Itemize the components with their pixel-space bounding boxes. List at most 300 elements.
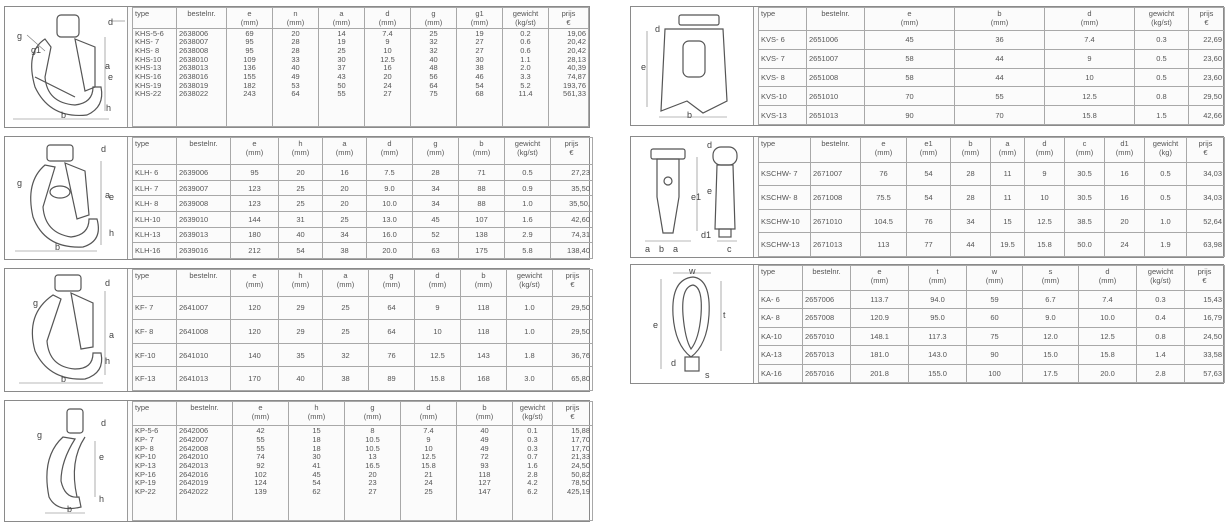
- col-header: e (mm): [227, 8, 273, 29]
- col-header: n (mm): [273, 8, 319, 29]
- table-cell: 25: [279, 196, 323, 212]
- table-cell: 25: [323, 320, 369, 344]
- dim-label-g: g: [33, 298, 39, 308]
- table-cell: 36: [955, 30, 1045, 49]
- table-cell: 42,60: [551, 212, 593, 228]
- col-header: e (mm): [865, 8, 955, 31]
- table-cell: 58: [865, 68, 955, 87]
- table-cell: 25: [323, 296, 369, 320]
- table-row: [759, 309, 1225, 327]
- table-cell: KSCHW-10: [759, 209, 811, 233]
- table-cell: 1.0: [505, 196, 551, 212]
- table-cell: 7.5: [367, 165, 413, 181]
- table-cell: 9.0: [1023, 309, 1079, 327]
- table-cell: 2641007: [177, 296, 231, 320]
- col-header: bestelnr.: [807, 8, 865, 31]
- table-cell: 2657010: [803, 327, 851, 345]
- table-row: [133, 367, 593, 391]
- col-header: bestelnr.: [177, 270, 231, 297]
- col-cells-bestelnr: 2642006 2642007 2642008 2642010 2642013 2642016 2642019 2642022: [177, 426, 233, 521]
- coupler-diagram-kschw: [631, 137, 754, 257]
- dim-label-c: c: [727, 244, 732, 254]
- table-cell: 2657016: [803, 364, 851, 383]
- table-cell: 22,69: [1189, 30, 1225, 49]
- table-cell: 118: [461, 320, 507, 344]
- table-cell: 0.5: [1145, 186, 1187, 210]
- table-cell: KVS-13: [759, 106, 807, 125]
- table-cell: KLH- 8: [133, 196, 177, 212]
- table-cell: 12.5: [1079, 327, 1137, 345]
- table-row: [133, 196, 593, 212]
- table-cell: 15.8: [1045, 106, 1135, 125]
- shortener-diagram-kvs: [631, 7, 754, 125]
- table-cell: 23,60: [1189, 49, 1225, 68]
- table-cell: 123: [231, 196, 279, 212]
- col-header: gewicht (kg): [1145, 138, 1187, 163]
- dim-label-b: b: [55, 242, 61, 252]
- col-header: prijs €: [551, 138, 593, 165]
- table-cell: KSCHW- 8: [759, 186, 811, 210]
- table-cell: 30.5: [1065, 186, 1105, 210]
- dim-label-d: d: [108, 17, 114, 27]
- product-panel-kvs: [630, 6, 1224, 126]
- table-cell: 71: [459, 165, 505, 181]
- col-cells-a: 14 19 25 30 37 43 50 55: [319, 28, 365, 126]
- dim-label-g: g: [17, 178, 23, 188]
- dim-label-s: s: [705, 370, 710, 380]
- col-header: d (mm): [367, 138, 413, 165]
- table-cell: 20: [1105, 209, 1145, 233]
- table-cell: 2.8: [1137, 364, 1185, 383]
- col-header: d (mm): [401, 402, 457, 426]
- col-cells-d: 7.4 9 10 12.5 16 20 24 27: [365, 28, 411, 126]
- table-row: [759, 106, 1225, 125]
- dim-label-e: e: [641, 62, 647, 72]
- table-cell: 20.0: [367, 243, 413, 259]
- table-cell: 15.8: [1025, 233, 1065, 257]
- table-cell: 59: [967, 290, 1023, 308]
- table-cell: 2671007: [811, 162, 861, 186]
- table-cell: KVS-10: [759, 87, 807, 106]
- table-cell: 89: [369, 367, 415, 391]
- col-header: e (mm): [851, 266, 909, 291]
- spec-table-klh: [132, 137, 593, 259]
- table-cell: 29: [279, 296, 323, 320]
- table-cell: 57,63: [1185, 364, 1225, 383]
- col-cells-gewicht: 0.2 0.6 0.6 1.1 2.0 3.3 5.2 11.4: [503, 28, 549, 126]
- table-cell: KVS- 6: [759, 30, 807, 49]
- table-cell: 20: [323, 196, 367, 212]
- table-cell: 7.4: [1045, 30, 1135, 49]
- table-cell: KLH-13: [133, 227, 177, 243]
- table-cell: 60: [967, 309, 1023, 327]
- table-row: [759, 209, 1225, 233]
- table-cell: 23,60: [1189, 68, 1225, 87]
- table-cell: 15.0: [1023, 346, 1079, 364]
- table-cell: 140: [231, 343, 279, 367]
- table-cell: 45: [865, 30, 955, 49]
- table-row: [759, 87, 1225, 106]
- table-cell: 28: [413, 165, 459, 181]
- spec-table-khs: [132, 7, 589, 127]
- table-row: [133, 212, 593, 228]
- table-cell: 120.9: [851, 309, 909, 327]
- table-cell: 100: [967, 364, 1023, 383]
- table-cell: 9.0: [367, 180, 413, 196]
- table-cell: 107: [459, 212, 505, 228]
- table-cell: 175: [459, 243, 505, 259]
- table-row: [133, 227, 593, 243]
- table-row: [759, 30, 1225, 49]
- table-cell: 12.5: [1025, 209, 1065, 233]
- table-row: [759, 327, 1225, 345]
- table-cell: 76: [369, 343, 415, 367]
- col-header: e (mm): [231, 270, 279, 297]
- table-cell: 29: [279, 320, 323, 344]
- col-header: gewicht (kg/st): [1135, 8, 1189, 31]
- table-cell: 0.9: [505, 180, 551, 196]
- table-cell: 2641013: [177, 367, 231, 391]
- col-header: d (mm): [415, 270, 461, 297]
- table-cell: 34: [323, 227, 367, 243]
- dim-label-h: h: [105, 356, 111, 366]
- table-cell: 20: [323, 180, 367, 196]
- table-cell: 1.6: [505, 212, 551, 228]
- col-header: t (mm): [909, 266, 967, 291]
- col-header: d (mm): [1025, 138, 1065, 163]
- table-cell: 2639006: [177, 165, 231, 181]
- table-cell: 181.0: [851, 346, 909, 364]
- table-cell: 1.8: [507, 343, 553, 367]
- table-cell: 29,50: [553, 296, 593, 320]
- table-cell: 35,50,: [551, 196, 593, 212]
- col-header: type: [133, 138, 177, 165]
- table-cell: 54: [279, 243, 323, 259]
- table-cell: 34: [413, 180, 459, 196]
- table-cell: KSCHW- 7: [759, 162, 811, 186]
- table-cell: 44: [955, 68, 1045, 87]
- table-cell: 28: [951, 186, 991, 210]
- kp-hook-drawing: [5, 401, 127, 521]
- col-header: h (mm): [289, 402, 345, 426]
- table-cell: 2657013: [803, 346, 851, 364]
- col-header: c (mm): [1065, 138, 1105, 163]
- table-cell: 63,98: [1187, 233, 1225, 257]
- spec-table-kschw: [758, 137, 1225, 257]
- table-cell: 24: [1105, 233, 1145, 257]
- table-cell: 2641008: [177, 320, 231, 344]
- table-cell: 120: [231, 320, 279, 344]
- table-cell: 10.0: [367, 196, 413, 212]
- table-cell: 75: [967, 327, 1023, 345]
- table-cell: 168: [461, 367, 507, 391]
- table-row: [759, 290, 1225, 308]
- table-cell: 118: [461, 296, 507, 320]
- table-cell: 52: [413, 227, 459, 243]
- table-cell: 0.5: [1135, 49, 1189, 68]
- table-cell: 50.0: [1065, 233, 1105, 257]
- table-cell: 63: [413, 243, 459, 259]
- table-cell: 76: [861, 162, 907, 186]
- table-row: [759, 162, 1225, 186]
- table-cell: 38: [323, 243, 367, 259]
- table-row: [759, 364, 1225, 383]
- table-cell: KA- 6: [759, 290, 803, 308]
- col-header: bestelnr.: [177, 138, 231, 165]
- table-cell: 15: [991, 209, 1025, 233]
- table-row: [759, 68, 1225, 87]
- col-header: bestelnr.: [177, 8, 227, 29]
- table-cell: 42,66: [1189, 106, 1225, 125]
- table-cell: 40: [279, 227, 323, 243]
- table-cell: 36,76: [553, 343, 593, 367]
- col-cells-g1: 19 27 27 30 38 46 54 68: [457, 28, 503, 126]
- product-panel-klh: [4, 136, 590, 260]
- table-cell: 88: [459, 180, 505, 196]
- table-row: [759, 346, 1225, 364]
- table-cell: KA-16: [759, 364, 803, 383]
- table-cell: 0.4: [1137, 309, 1185, 327]
- col-header: type: [133, 270, 177, 297]
- table-cell: 38.5: [1065, 209, 1105, 233]
- table-cell: 2651007: [807, 49, 865, 68]
- hook-diagram-klh: [5, 137, 128, 259]
- col-header: gewicht (kg/st): [507, 270, 553, 297]
- table-cell: 9: [1025, 162, 1065, 186]
- product-panel-kp: [4, 400, 590, 522]
- product-panel-khs: [4, 6, 590, 128]
- table-cell: 1.5: [1135, 106, 1189, 125]
- dim-label-d: d: [101, 144, 107, 154]
- col-cells-type: KHS-5-6 KHS- 7 KHS- 8 KHS-10 KHS-13 KHS-16 KHS-19 KHS-22: [133, 28, 177, 126]
- col-header: e (mm): [233, 402, 289, 426]
- table-cell: KLH-16: [133, 243, 177, 259]
- dim-label-d: d: [707, 140, 713, 150]
- table-cell: 138: [459, 227, 505, 243]
- col-header: gewicht (kg/st): [505, 138, 551, 165]
- table-cell: 7.4: [1079, 290, 1137, 308]
- col-header: b (mm): [457, 402, 513, 426]
- table-cell: 58: [865, 49, 955, 68]
- col-header: e (mm): [861, 138, 907, 163]
- dim-label-h: h: [99, 494, 105, 504]
- col-header: prijs €: [549, 8, 589, 29]
- table-cell: 64: [369, 320, 415, 344]
- col-header: h (mm): [279, 270, 323, 297]
- col-header: a (mm): [323, 138, 367, 165]
- table-cell: 34,03: [1187, 162, 1225, 186]
- col-header: d (mm): [1045, 8, 1135, 31]
- table-row: [759, 233, 1225, 257]
- table-row: [133, 243, 593, 259]
- table-cell: 25: [279, 180, 323, 196]
- table-cell: 27,23: [551, 165, 593, 181]
- table-cell: 52,64: [1187, 209, 1225, 233]
- col-header: prijs €: [1185, 266, 1225, 291]
- col-cells-type: KP-5-6 KP- 7 KP- 8 KP-10 KP-13 KP-16 KP-19 KP-22: [133, 426, 177, 521]
- table-cell: 35,50: [551, 180, 593, 196]
- table-cell: 34,03: [1187, 186, 1225, 210]
- table-cell: 55: [955, 87, 1045, 106]
- spec-table-kvs: [758, 7, 1225, 125]
- col-cells-prijs: 19,06 20,42 20,42 28,13 40,39 74,87 193,76 561,33: [549, 28, 589, 126]
- table-cell: 15.8: [415, 367, 461, 391]
- table-cell: 0.3: [1137, 290, 1185, 308]
- table-row: [133, 320, 593, 344]
- table-cell: 1.0: [1145, 209, 1187, 233]
- col-header: type: [759, 8, 807, 31]
- dim-label-h: h: [109, 228, 115, 238]
- table-row: [133, 165, 593, 181]
- dim-label-e: e: [108, 72, 114, 82]
- table-cell: KVS- 8: [759, 68, 807, 87]
- spec-table-ka: [758, 265, 1225, 383]
- table-cell: 1.9: [1145, 233, 1187, 257]
- hook-diagram-kf: [5, 269, 128, 391]
- col-header: b (mm): [461, 270, 507, 297]
- table-cell: 13.0: [367, 212, 413, 228]
- table-cell: 54: [907, 162, 951, 186]
- col-header: d (mm): [1079, 266, 1137, 291]
- dim-label-d: d: [655, 24, 661, 34]
- table-cell: 40: [279, 367, 323, 391]
- table-cell: KA- 8: [759, 309, 803, 327]
- col-header: d (mm): [365, 8, 411, 29]
- dim-label-d1: d1: [701, 230, 712, 240]
- table-cell: 10.0: [1079, 309, 1137, 327]
- table-cell: 2639016: [177, 243, 231, 259]
- col-header: a (mm): [319, 8, 365, 29]
- table-cell: 3.0: [507, 367, 553, 391]
- table-cell: 9: [415, 296, 461, 320]
- table-cell: 65,80: [553, 367, 593, 391]
- table-cell: 2657006: [803, 290, 851, 308]
- col-cells-b: 40 49 49 72 93 118 127 147: [457, 426, 513, 521]
- col-header: bestelnr.: [177, 402, 233, 426]
- table-cell: 2639008: [177, 196, 231, 212]
- table-cell: 32: [323, 343, 369, 367]
- col-header: bestelnr.: [803, 266, 851, 291]
- product-panel-kschw: [630, 136, 1224, 258]
- table-cell: 10: [1025, 186, 1065, 210]
- table-cell: 95.0: [909, 309, 967, 327]
- table-cell: 38: [323, 367, 369, 391]
- col-header: d1 (mm): [1105, 138, 1145, 163]
- col-header: e1 (mm): [907, 138, 951, 163]
- col-cells-e: 42 55 55 74 92 102 124 139: [233, 426, 289, 521]
- col-header: e (mm): [231, 138, 279, 165]
- product-panel-kf: [4, 268, 590, 392]
- table-cell: 201.8: [851, 364, 909, 383]
- col-header: b (mm): [951, 138, 991, 163]
- table-cell: 143: [461, 343, 507, 367]
- table-cell: KLH- 7: [133, 180, 177, 196]
- table-cell: 16,79: [1185, 309, 1225, 327]
- table-cell: 143.0: [909, 346, 967, 364]
- table-cell: 180: [231, 227, 279, 243]
- table-cell: 15,43: [1185, 290, 1225, 308]
- table-cell: 24,50: [1185, 327, 1225, 345]
- table-cell: 138,40: [551, 243, 593, 259]
- dim-label-b: b: [67, 504, 73, 514]
- thimble-diagram-ka: [631, 265, 754, 383]
- dim-label-a: a: [673, 244, 679, 254]
- table-cell: 30.5: [1065, 162, 1105, 186]
- table-cell: KF- 7: [133, 296, 177, 320]
- table-cell: 34: [413, 196, 459, 212]
- table-cell: 20: [279, 165, 323, 181]
- table-cell: 2671013: [811, 233, 861, 257]
- col-header: g1 (mm): [457, 8, 503, 29]
- table-cell: 117.3: [909, 327, 967, 345]
- table-cell: 2671008: [811, 186, 861, 210]
- table-cell: 74,31: [551, 227, 593, 243]
- table-cell: 0.3: [1135, 30, 1189, 49]
- dim-label-b: b: [61, 374, 67, 384]
- table-cell: 95: [231, 165, 279, 181]
- hook-diagram-kp: [5, 401, 128, 521]
- table-cell: KF-13: [133, 367, 177, 391]
- table-cell: 0.8: [1137, 327, 1185, 345]
- kvs-drawing: [631, 7, 753, 125]
- col-header: h (mm): [279, 138, 323, 165]
- col-header: b (mm): [955, 8, 1045, 31]
- col-header: prijs €: [1189, 8, 1225, 31]
- col-header: prijs €: [553, 402, 593, 426]
- col-header: w (mm): [967, 266, 1023, 291]
- table-row: [759, 49, 1225, 68]
- table-cell: 25: [323, 212, 367, 228]
- col-header: g (mm): [411, 8, 457, 29]
- table-cell: 34: [951, 209, 991, 233]
- dim-label-a: a: [105, 61, 111, 71]
- table-cell: KA-10: [759, 327, 803, 345]
- table-cell: 2639010: [177, 212, 231, 228]
- dim-label-b: b: [61, 110, 67, 120]
- table-cell: 148.1: [851, 327, 909, 345]
- table-cell: KLH-10: [133, 212, 177, 228]
- table-cell: 90: [865, 106, 955, 125]
- table-cell: 144: [231, 212, 279, 228]
- table-cell: 0.5: [505, 165, 551, 181]
- col-cells-d: 7.4 9 10 12.5 15.8 21 24 25: [401, 426, 457, 521]
- dim-label-e: e: [653, 320, 659, 330]
- col-header: g (mm): [413, 138, 459, 165]
- dim-label-e: e: [707, 186, 713, 196]
- dim-label-b: b: [687, 110, 693, 120]
- table-cell: 75.5: [861, 186, 907, 210]
- table-cell: 29,50: [553, 320, 593, 344]
- col-cells-gewicht: 0.1 0.3 0.3 0.7 1.6 2.8 4.2 6.2: [513, 426, 553, 521]
- col-cells-g: 8 10.5 10.5 13 16.5 20 23 27: [345, 426, 401, 521]
- table-cell: 2641010: [177, 343, 231, 367]
- table-cell: 123: [231, 180, 279, 196]
- table-cell: KF-10: [133, 343, 177, 367]
- table-cell: 94.0: [909, 290, 967, 308]
- col-header: type: [759, 266, 803, 291]
- table-cell: 15.8: [1079, 346, 1137, 364]
- table-cell: 2651008: [807, 68, 865, 87]
- dim-label-d: d: [671, 358, 677, 368]
- col-header: gewicht (kg/st): [1137, 266, 1185, 291]
- table-cell: 20.0: [1079, 364, 1137, 383]
- col-header: type: [133, 402, 177, 426]
- col-header: prijs €: [553, 270, 593, 297]
- table-cell: KVS- 7: [759, 49, 807, 68]
- col-header: prijs €: [1187, 138, 1225, 163]
- table-cell: KLH- 6: [133, 165, 177, 181]
- table-cell: 1.4: [1137, 346, 1185, 364]
